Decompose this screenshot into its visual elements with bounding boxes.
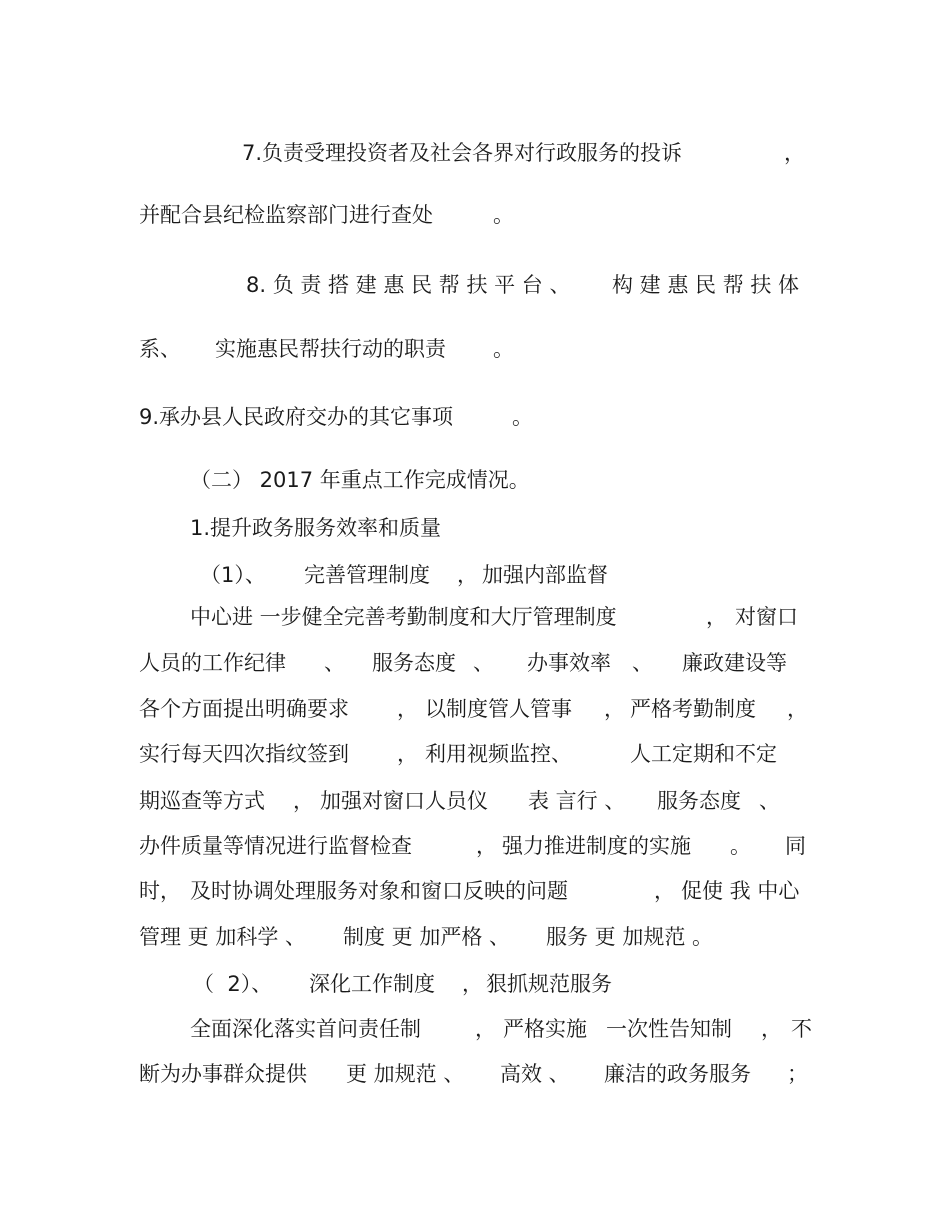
text-segment: 服务 更 加规范 。 [546,925,714,949]
text-segment: 、 [473,651,494,675]
text-segment: 办件质量等情况进行监督检查 [139,834,412,858]
text-segment: 促使 我 中心 [681,879,800,903]
text-segment: 各个方面提出明确要求 [139,697,349,721]
text-segment: 实施惠民帮扶行动的职责 [215,337,446,361]
text-segment: ， [397,697,418,721]
text-segment: ， [476,834,497,858]
text-segment: 时， [139,879,181,903]
text-segment: （ 2）、 [193,972,273,996]
text-segment: 人工定期和不定 [630,742,777,766]
text-segment: ， [787,697,808,721]
text-segment: 以制度管人管事 [425,697,572,721]
text-segment: 深化工作制度 [309,972,435,996]
text-segment: ， [457,563,478,587]
text-segment: 对窗口 [735,605,798,629]
text-segment: 加强对窗口人员仪 [320,789,488,813]
text-segment: ， [761,1017,782,1041]
text-segment: 7.负责受理投资者及社会各界对行政服务的投诉 [242,141,683,165]
text-segment: 、 [632,651,653,675]
text-segment: 廉政建设等 [682,651,787,675]
text-segment: 强力推进制度的实施 [502,834,691,858]
text-segment: 、 [324,651,345,675]
text-segment: ， [706,605,727,629]
text-segment: 狠抓规范服务 [486,972,612,996]
text-segment: 全面深化落实首问责任制 [190,1017,421,1041]
text-segment: 实行每天四次指纹签到 [139,742,349,766]
subsection-heading: 1.提升政务服务效率和质量 [190,516,442,540]
text-segment: 期巡查等方式 [139,789,265,813]
section-heading: （二） 2017 年重点工作完成情况。 [190,468,530,492]
text-segment: 服务态度 [657,789,741,813]
text-segment: 高效 、 [500,1062,570,1086]
text-segment: ， [462,972,483,996]
text-segment: 系、 [139,337,181,361]
text-segment: 表 言行 、 [528,789,626,813]
text-segment: 。 [730,834,751,858]
text-segment: 廉洁的政务服务 [604,1062,751,1086]
text-segment: 加强内部监督 [482,563,608,587]
text-segment: 并配合县纪检监察部门进行查处 [139,203,433,227]
text-segment: 更 加规范 、 [346,1062,465,1086]
text-segment: ， [475,1017,496,1041]
text-segment: 断为办事群众提供 [139,1062,307,1086]
text-segment: ， [604,697,625,721]
text-segment: 不 [791,1017,812,1041]
text-segment: ， [654,879,675,903]
text-segment: 人员的工作纪律 [139,651,286,675]
text-segment: 严格实施 [503,1017,587,1041]
text-segment: 制度 更 加严格 、 [343,925,511,949]
text-segment: 。 [493,203,514,227]
text-segment: 、 [551,742,572,766]
text-segment: ， [293,789,314,813]
text-segment: 办事效率 [527,651,611,675]
text-segment: ， [397,742,418,766]
text-segment: 。 [512,405,533,429]
text-segment: 服务态度 [372,651,456,675]
text-segment: 及时协调处理服务对象和窗口反映的问题 [190,879,568,903]
text-segment: 9.承办县人民政府交办的其它事项 [139,405,454,429]
text-segment: 构 建 惠 民 帮 扶 体 [612,273,800,297]
text-segment: 严格考勤制度 [630,697,756,721]
text-segment: （1）、 [200,563,266,587]
text-segment: 、 [759,789,780,813]
text-segment: 完善管理制度 [304,563,430,587]
text-segment: ， [784,141,805,165]
text-segment: 一次性告知制 [606,1017,732,1041]
text-segment: 利用视频监控 [425,742,551,766]
text-segment: 中心进 一步健全完善考勤制度和大厅管理制度 [190,605,617,629]
text-segment: 。 [493,337,514,361]
text-segment: 管理 更 加科学 、 [139,925,307,949]
text-segment: 同 [785,834,806,858]
text-segment: 8. 负 责 搭 建 惠 民 帮 扶 平 台 、 [246,273,571,297]
text-segment: ； [787,1062,808,1086]
